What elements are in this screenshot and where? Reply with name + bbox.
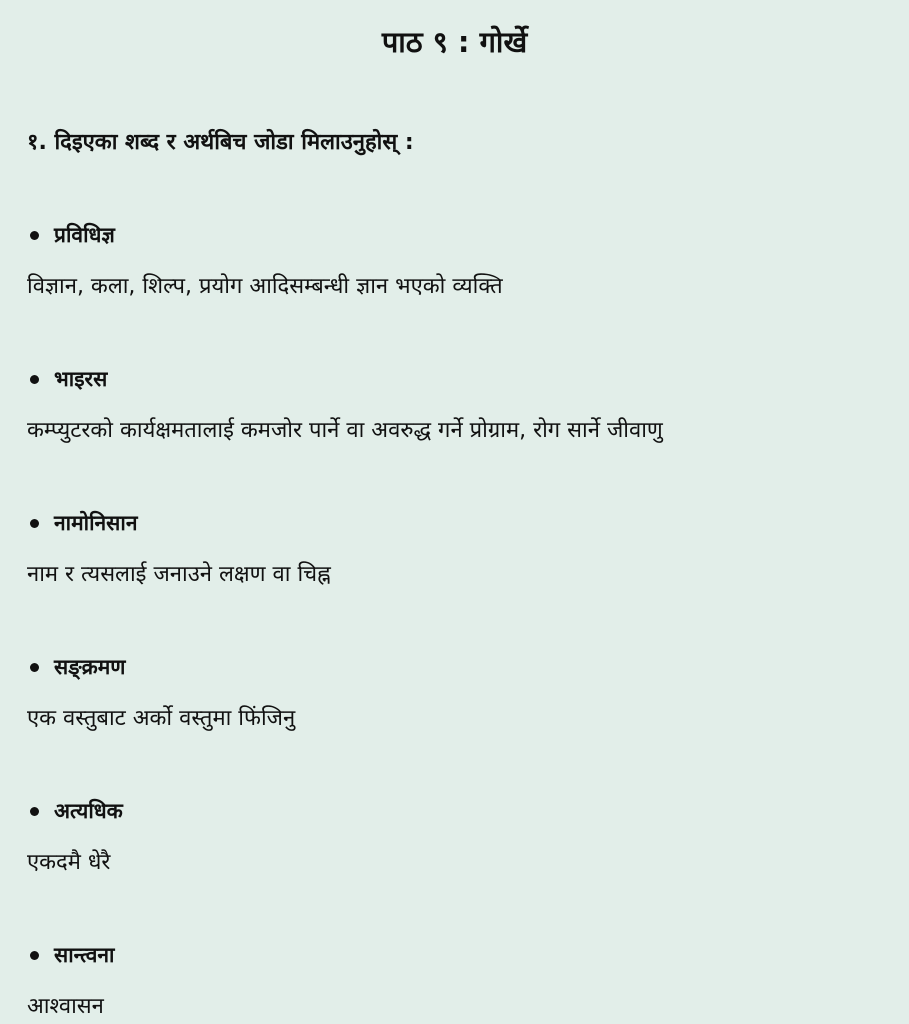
- vocab-term-row: [27, 508, 331, 538]
- exercise-instruction: १. दिइएका शब्द र अर्थबिच जोडा मिलाउनुहोस् :: [27, 130, 414, 155]
- vocab-term-row: [27, 940, 114, 970]
- vocab-entry: [27, 652, 295, 732]
- vocab-meaning: कम्प्युटरको कार्यक्षमतालाई कमजोर पार्ने वा अवरुद्ध गर्ने प्रोग्राम, रोग सार्ने जीवाणु: [27, 418, 663, 443]
- vocab-meaning: एकदमै धेरै: [27, 850, 111, 875]
- vocab-term: अत्यधिक: [54, 799, 123, 823]
- vocab-term: प्रविधिज्ञ: [54, 223, 115, 247]
- vocab-term: भाइरस: [54, 367, 108, 391]
- vocab-meaning: विज्ञान, कला, शिल्प, प्रयोग आदिसम्बन्धी ज्ञान भएको व्यक्ति: [27, 274, 503, 299]
- vocab-term: नामोनिसान: [54, 511, 138, 535]
- bullet-icon: [30, 807, 39, 816]
- vocab-term: सान्त्वना: [54, 943, 115, 967]
- vocab-term-row: [27, 652, 295, 682]
- vocab-meaning: नाम र त्यसलाई जनाउने लक्षण वा चिह्न: [27, 562, 331, 587]
- bullet-icon: [30, 231, 39, 240]
- vocab-entry: [27, 364, 663, 444]
- bullet-icon: [30, 519, 39, 528]
- vocab-term-row: [27, 796, 123, 826]
- vocab-meaning: आश्वासन: [27, 994, 104, 1019]
- bullet-icon: [30, 375, 39, 384]
- vocab-entry: [27, 508, 331, 588]
- vocab-term-row: [27, 364, 663, 394]
- vocab-entry: [27, 220, 503, 300]
- vocab-meaning: एक वस्तुबाट अर्को वस्तुमा फिंजिनु: [27, 706, 296, 731]
- page-title: पाठ ९ : गोर्खे: [381, 25, 528, 59]
- vocab-entry: [27, 940, 114, 1020]
- vocab-entry: [27, 796, 123, 876]
- vocab-term-row: [27, 220, 503, 250]
- vocab-term: सङ्क्रमण: [54, 655, 126, 679]
- bullet-icon: [30, 951, 39, 960]
- bullet-icon: [30, 663, 39, 672]
